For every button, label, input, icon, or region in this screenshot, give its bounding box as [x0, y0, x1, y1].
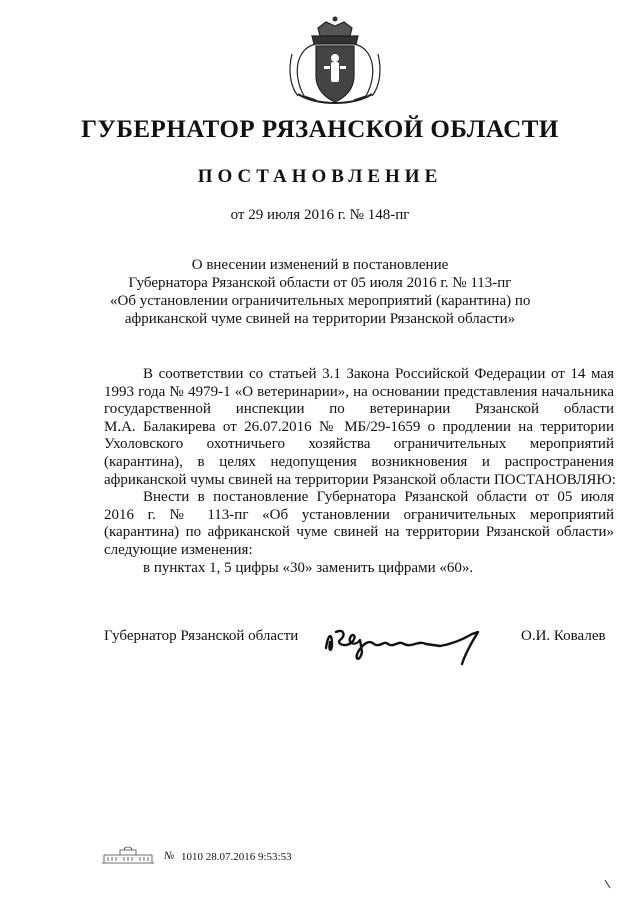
- signatory-name: О.И. Ковалев: [521, 628, 606, 644]
- body-line: (карантина) по африканской чуме свиней на территории Рязанской области»: [104, 524, 614, 541]
- body-line: 1993 года № 4979-1 «О ветеринарии», на основании представления начальника: [104, 383, 614, 400]
- body-line: М.А. Балакирева от 26.07.2016 № МБ/29-1659 о продлении на территории: [104, 418, 614, 435]
- body-line: 2016 г. № 113-пг «Об установлении ограничительных мероприятий: [104, 506, 614, 523]
- signatory-title: Губернатор Рязанской области: [104, 628, 299, 644]
- document-subject: [110, 256, 530, 328]
- coat-of-arms-emblem: [286, 14, 384, 110]
- body-line: государственной инспекции по ветеринарии Рязанской области: [104, 401, 614, 418]
- subject-line: О внесении изменений в постановление: [191, 257, 449, 273]
- body-line: Ухоловского охотничьего хозяйства ограничительных мероприятий: [104, 436, 614, 453]
- document-type: ПОСТАНОВЛЕНИЕ: [197, 166, 443, 187]
- body-line: следующие изменения:: [104, 541, 253, 558]
- document-date-number: от 29 июля 2016 г. № 148-пг: [230, 207, 410, 223]
- corner-tick-mark: [604, 879, 612, 889]
- body-line: в пунктах 1, 5 цифры «30» заменить цифрами «60».: [143, 559, 474, 576]
- body-line: (карантина), в целях недопущения возникновения и распространения: [104, 453, 614, 470]
- subject-line: «Об установлении ограничительных мероприятий (карантина) по: [110, 293, 531, 309]
- building-logo: [100, 845, 156, 865]
- registration-stamp: 1010 28.07.2016 9:53:53: [181, 851, 292, 863]
- body-line: В соответствии со статьей 3.1 Закона Российской Федерации от 14 мая: [143, 366, 614, 382]
- issuing-authority: ГУБЕРНАТОР РЯЗАНСКОЙ ОБЛАСТИ: [81, 116, 559, 143]
- registration-mark: №: [164, 850, 175, 862]
- subject-line: африканской чуме свиней на территории Рязанской области»: [124, 311, 516, 327]
- subject-line: Губернатора Рязанской области от 05 июля 2016 г. № 113-пг: [128, 275, 512, 291]
- body-line: африканской чумы свиней на территории Рязанской области ПОСТАНОВЛЯЮ:: [104, 471, 616, 488]
- body-line: Внести в постановление Губернатора Рязанской области от 05 июля: [143, 489, 614, 506]
- document-body: [104, 366, 614, 577]
- handwritten-signature: [322, 618, 492, 666]
